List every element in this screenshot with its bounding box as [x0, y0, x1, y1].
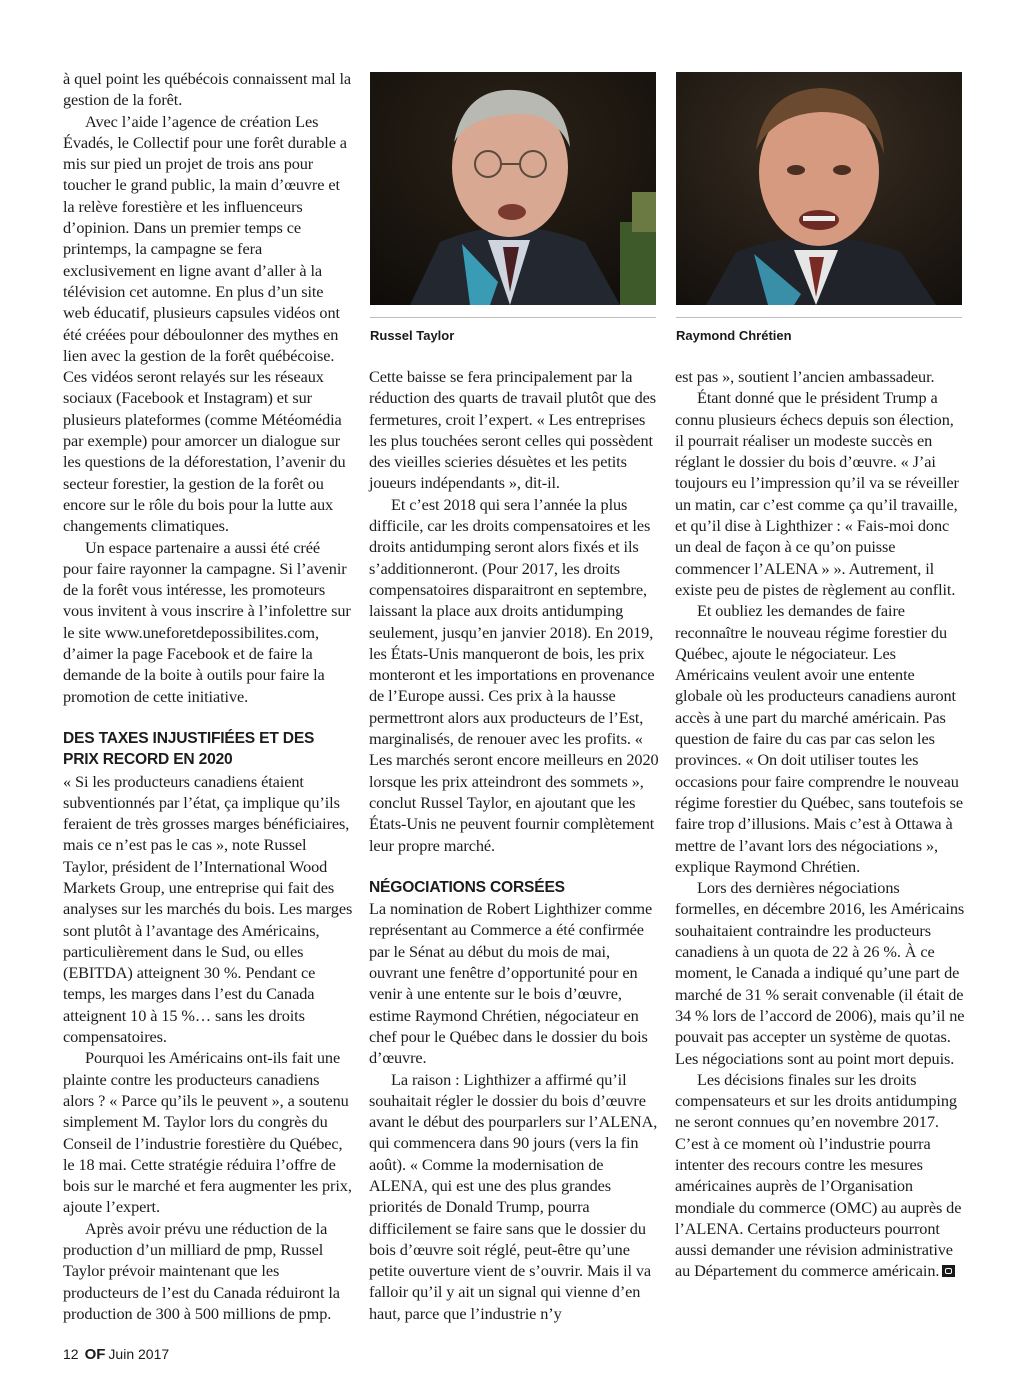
paragraph: Pourquoi les Américains ont-ils fait une plainte contre les producteurs canadiens alors ? « Parce qu’ils le peuvent », a soutenu simplement M. Taylor lors du congrès du Conseil de l’industrie forestière du Québec, le 18 mai. Cette stratégie réduira l’offre de bois sur le marché et fera augmenter les prix, ajoute l’expert. [63, 1048, 352, 1217]
paragraph: La nomination de Robert Lighthizer comme représentant au Commerce a été confirmée par le Sénat au début du mois de mai, ouvrant une fenêtre d’opportunité pour en venir à une entente sur le bois d’œuvre, estime Raymond Chrétien, négociateur en chef pour le Québec dans le dossier du bois d’œuvre. [369, 899, 653, 1068]
paragraph: Et oubliez les demandes de faire reconnaître le nouveau régime forestier du Québec, ajoute le négociateur. Les Américains veulent avoir une entente globale où les producteurs canadiens auront accès à une part du marché américain. Pas question de faire du cas par cas selon les provinces. « On doit utiliser toutes les occasions pour faire comprendre le nouveau régime forestier du Québec, sans toutefois se faire trop d’illusions. Mais c’est à Ottawa à mettre de l’avant lors des négociations », explique Raymond Chrétien. [675, 601, 964, 876]
photo-caption-raymond-chretien: Raymond Chrétien [676, 328, 792, 343]
paragraph: est pas », soutient l’ancien ambassadeur. [675, 367, 935, 386]
spacer [369, 856, 659, 877]
article-column-3 [675, 366, 965, 1282]
paragraph: Après avoir prévu une réduction de la production d’un milliard de pmp, Russel Taylor prévoir maintenant que les producteurs de l’est du Canada réduiront la production de 300 à 500 millions de pmp. [63, 1218, 340, 1323]
caption-rule [370, 317, 656, 318]
paragraph: Lors des dernières négociations formelles, en décembre 2016, les Américains souhaitaient contraindre les producteurs canadiens à un quota de 22 à 26 %. À ce moment, le Canada a indiqué qu’une part de marché de 31 % serait convenable (il était de 34 % lors de l’accord de 2006), mais qu’il ne pouvait pas accepter un système de quotas. Les négociations sont au point mort depuis. [675, 878, 965, 1068]
paragraph: Un espace partenaire a aussi été créé pour faire rayonner la campagne. Si l’avenir de la forêt vous intéresse, les promoteurs vous invitent à vous inscrire à l’infolettre sur le site www.uneforetdepossibilites.com, d’aimer la page Facebook et de faire la demande de la boite à outils pour faire la promotion de cette initiative. [63, 537, 351, 706]
caption-rule [676, 317, 962, 318]
end-of-article-mark-icon [942, 1265, 955, 1277]
photo-raymond-chretien [676, 72, 962, 305]
paragraph: La raison : Lighthizer a affirmé qu’il souhaitait régler le dossier du bois d’œuvre avant le début des pourparlers sur l’ALENA, qui commencera dans 90 jours (vers la fin août). « Comme la modernisation de ALENA, qui est une des plus grandes priorités de Donald Trump, pourra difficilement se faire sans que le dossier du bois d’œuvre soit réglé, peut-être qu’une petite ouverture vient de s’ouvrir. Mais il va falloir qu’il y ait un signal qui vienne d’en haut, parce que l’industrie n’y [369, 1069, 658, 1323]
article-column-1 [63, 68, 353, 1324]
page-folio [63, 1346, 169, 1363]
photo-russel-taylor [370, 72, 656, 305]
magazine-name: OF [84, 1346, 106, 1363]
article-column-2 [369, 366, 659, 1324]
spacer [63, 707, 353, 728]
section-heading-negociations: NÉGOCIATIONS CORSÉES [369, 878, 565, 896]
paragraph: Avec l’aide l’agence de création Les Évadés, le Collectif pour une forêt durable a mis sur pied un projet de trois ans pour toucher le grand public, la main d’œuvre et la relève forestière et les influenceurs d’opinion. Dans un premier temps ce printemps, la campagne se fera exclusivement en ligne avant d’aller à la télévision cet automne. En plus d’un site web éducatif, plusieurs capsules vidéos ont été créées pour déboulonner des mythes en lien avec la gestion de la forêt québécoise. Ces vidéos seront relayés sur les réseaux sociaux (Facebook et Instagram) et sur plusieurs plateformes (comme Météomédia par exemple) pour amorcer un dialogue sur les questions de la déforestation, l’avenir du secteur forestier, la gestion de la forêt ou encore sur le rôle du bois pour la lutte aux changements climatiques. [63, 111, 347, 536]
issue-date: Juin 2017 [108, 1346, 170, 1362]
paragraph: Étant donné que le président Trump a connu plusieurs échecs depuis son élection, il pourrait réaliser un modeste succès en réglant le dossier du bois d’œuvre. « J’ai toujours eu l’impression qu’il va se réveiller un matin, car c’est comme ça qu’il travaille, et qu’il dise à Lighthizer : « Fais-moi donc un deal de façon à ce qu’on puisse commencer l’ALENA » ». Autrement, il existe peu de pistes de règlement au conflit. [675, 388, 959, 599]
paragraph-text: Les décisions finales sur les droits compensateurs et sur les droits antidumping ne seront connues qu’en novembre 2017. C’est à ce moment où l’industrie pourra intenter des recours contre les mesures américaines auprès de l’Organisation mondiale du commerce (OMC) au auprès de l’ALENA. Certains producteurs pourront aussi demander une révision administrative au Département du commerce américain. [675, 1069, 962, 1281]
page-number: 12 [63, 1346, 79, 1362]
paragraph: Et c’est 2018 qui sera l’année la plus difficile, car les droits compensatoires et les droits antidumping seront alors fixés et ils s’additionneront. (Pour 2017, les droits compensatoires disparaitront en septembre, laissant la place aux droits antidumping seulement, jusqu’en janvier 2018). En 2019, les États-Unis manqueront de bois, les prix monteront et les importations en provenance de l’Europe aussi. Ces prix à la hausse permettront alors aux producteurs de l’Est, marginalisés, de renouer avec les profits. « Les marchés seront encore meilleurs en 2020 lorsque les prix atteindront des sommets », conclut Russel Taylor, en ajoutant que les États-Unis ne peuvent fournir complètement leur propre marché. [369, 494, 659, 855]
paragraph: Cette baisse se fera principalement par la réduction des quarts de travail plutôt que des fermetures, croit l’expert. « Les entreprises les plus touchées seront celles qui possèdent des vieilles scieries désuètes et les petits joueurs indépendants », dit-il. [369, 367, 657, 493]
section-heading-taxes: DES TAXES INJUSTIFIÉES ET DES PRIX RECORD EN 2020 [63, 729, 315, 769]
paragraph-final [675, 1069, 965, 1282]
portrait-illustration [676, 72, 962, 305]
portrait-illustration [370, 72, 656, 305]
paragraph: « Si les producteurs canadiens étaient subventionnés par l’état, ça implique qu’ils feraient de très grosses marges bénéficiaires, mais ce n’est pas le cas », note Russel Taylor, président de l’International Wood Markets Group, une entreprise qui fait des analyses sur les marchés du bois. Les marges sont plutôt à l’avantage des Américains, particulièrement dans le Sud, ou elles (EBITDA) atteignent 30 %. Pendant ce temps, les marges dans l’est du Canada atteignent 10 à 15 %… sans les droits compensatoires. [63, 771, 353, 1047]
photo-caption-russel-taylor: Russel Taylor [370, 328, 455, 343]
paragraph: à quel point les québécois connaissent mal la gestion de la forêt. [63, 69, 352, 110]
